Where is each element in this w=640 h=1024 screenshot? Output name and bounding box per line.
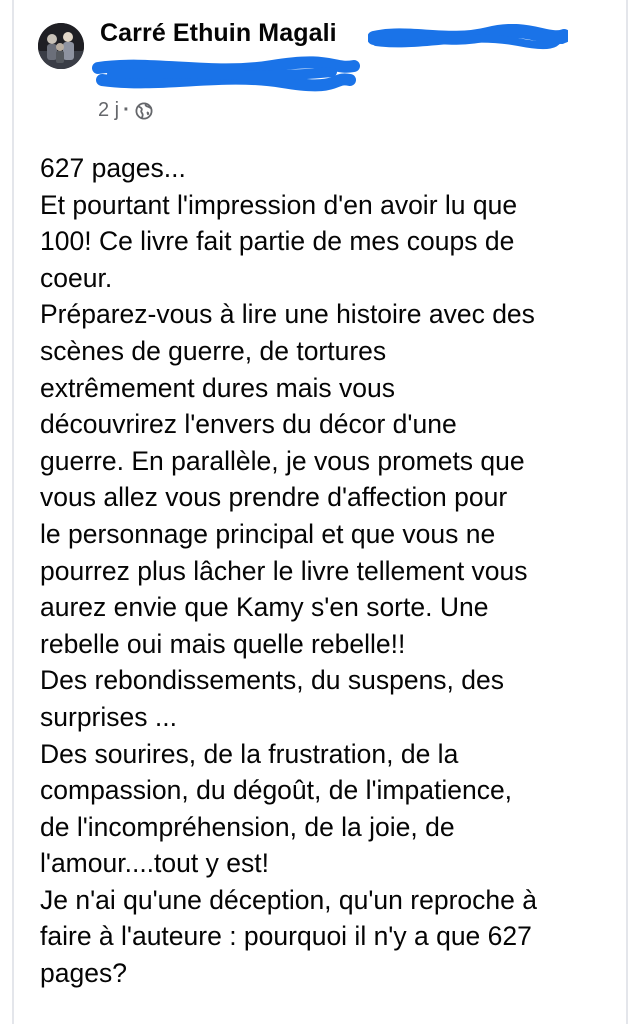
post-text-line: compassion, du dégoût, de l'impatience, xyxy=(40,775,513,806)
post-text-line: pourrez plus lâcher le livre tellement vous xyxy=(40,555,528,586)
post-text-line: Et pourtant l'impression d'en avoir lu que xyxy=(40,189,518,220)
post-body xyxy=(40,150,610,992)
post-meta xyxy=(98,97,153,123)
post-text-line: surprises ... xyxy=(40,701,177,732)
post-text-line: extrêmement dures mais vous xyxy=(40,372,395,403)
card-border-left xyxy=(12,0,14,1024)
avatar[interactable] xyxy=(38,23,84,69)
card-border-right xyxy=(626,0,628,1024)
post-text-line: de l'incompréhension, de la joie, de xyxy=(40,811,455,842)
post-text-line: vous allez vous prendre d'affection pour xyxy=(40,482,508,513)
post-text-line: Des rebondissements, du suspens, des xyxy=(40,665,505,696)
globe-icon[interactable] xyxy=(135,102,153,120)
post-text-line: le personnage principal et que vous ne xyxy=(40,518,496,549)
redaction-scribble xyxy=(92,54,360,94)
post-text-line: Préparez-vous à lire une histoire avec des xyxy=(40,299,535,330)
post-text-line: Des sourires, de la frustration, de la xyxy=(40,738,459,769)
post-text-line: guerre. En parallèle, je vous promets que xyxy=(40,445,525,476)
post-text-line: 627 pages... xyxy=(40,153,186,183)
post-text-line: Je n'ai qu'une déception, qu'un reproche à xyxy=(40,884,537,915)
post-text-line: scènes de guerre, de tortures xyxy=(40,335,387,366)
post-text-line: pages? xyxy=(40,958,127,989)
redaction-scribble xyxy=(368,24,568,52)
post-text-line: l'amour....tout y est! xyxy=(40,848,269,879)
post-text-line: coeur. xyxy=(40,262,113,293)
meta-separator: · xyxy=(123,98,130,121)
post-text-line: 100! Ce livre fait partie de mes coups de xyxy=(40,226,515,257)
post-text-line: aurez envie que Kamy s'en sorte. Une xyxy=(40,592,489,623)
post-text-line: rebelle oui mais quelle rebelle!! xyxy=(40,628,406,659)
post-time[interactable]: 2 j xyxy=(98,98,120,121)
post-text-line: faire à l'auteure : pourquoi il n'y a que 627 xyxy=(40,921,532,952)
author-name[interactable]: Carré Ethuin Magali xyxy=(100,19,337,47)
avatar-photo-icon xyxy=(38,23,84,69)
post-text-line: découvrirez l'envers du décor d'une xyxy=(40,409,457,440)
